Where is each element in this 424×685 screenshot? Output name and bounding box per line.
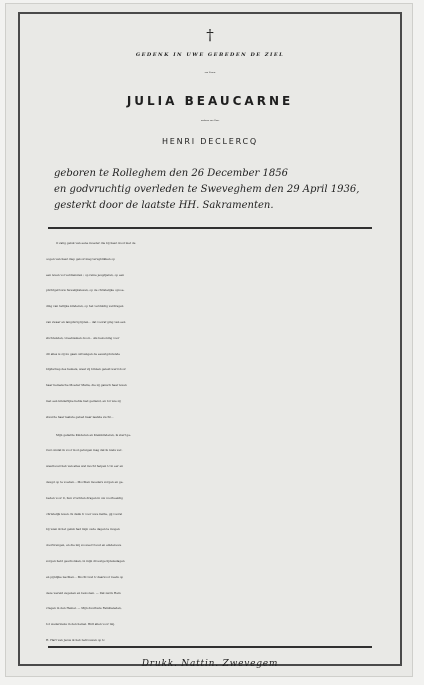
text-line: zorgen hebt geschonken, in mijn droevige lijdensdagen xyxy=(46,559,125,563)
sacrament-info: gesterkt door de laatste HH. Sakramenten. xyxy=(54,200,274,211)
text-line: H. Hart van Jezus ik heb betrouwen op U. xyxy=(46,638,106,642)
title-line: van Vrouw xyxy=(204,72,216,74)
death-info: en godvruchtig overleden te Sweveghem den 29 April 1936, xyxy=(54,184,360,195)
text-line: bij wien ik het geluk had mijn oude dagen te mogen xyxy=(46,527,120,532)
divider-top xyxy=(48,227,372,229)
text-line: vragen in den Hemel. — Mijn duurbare Familieleden, xyxy=(46,606,122,611)
birth-info: geboren te Rolleghem den 26 December 1856 xyxy=(54,168,288,179)
text-line: stichtenden, vreedzamen dood... Als belooning voor xyxy=(46,335,120,340)
deceased-name: JULIA BEAUCARNE xyxy=(126,94,294,108)
printer-credit: Drukk. Nattin. Zwevegem xyxy=(141,659,279,669)
husband-name: HENRI DECLERCQ xyxy=(161,137,259,146)
text-line: plichtgetrouw huwelijksleven, op de christelijke opvoe- xyxy=(46,288,125,293)
text-line: deze wereld zegenen en beloonen. — Dat zal ik Hem xyxy=(46,590,121,595)
text-line: haar hemelsche Moeder Maria, die zij gansch haar leven xyxy=(46,383,127,388)
text-line: oogen van haar diep geloof mag terugblikken op xyxy=(46,256,115,261)
text-line: blijdschap des hemels, waar zij binnen geleid werd door xyxy=(46,367,126,372)
text-line: deugd op te voeden... Mochten moeders zorgen en ge- xyxy=(46,480,124,484)
text-line: stuurde haar laatste gebed haar laatste zucht... xyxy=(46,414,114,419)
text-line: en pijnlijke nachten... Mocht God U daarvoor reeds op xyxy=(46,574,124,579)
text-line: doorbrengen, en die mij zooveel troost en eindelooze xyxy=(46,543,122,548)
text-line: waarloosd heb van alles wat mocht helpen U in eer en xyxy=(46,464,124,469)
cross-symbol: † xyxy=(206,26,214,44)
text-line: ding van talrijke kinderen, op het verduldig verdragen xyxy=(46,304,124,309)
divider-bottom xyxy=(48,646,372,648)
widow-line: weduwe van Heer xyxy=(200,120,220,122)
text-line: beden voor U, hun vruchten dragen in uw voorbeeldig xyxy=(46,495,123,500)
text-line: tot wederziens in den hemel. Bidt allen voor mij. xyxy=(46,622,115,627)
text-line: O zalig geluk van eene moeder die bij haar dood met de xyxy=(56,241,136,245)
text-line: met een kinderlijke liefde had gediend, en tot wie zij xyxy=(46,399,121,403)
card-border xyxy=(18,12,402,669)
text-line: van zwaar en langdurig lijden... dat vooraf ging van een xyxy=(46,320,126,324)
text-line: Mijn geliefde Kinderen en Kleinkinderen, ik sterf ge- xyxy=(56,432,131,437)
text-line: christelijk leven. Ik dank U voor uwe liefde, gij vooral xyxy=(46,511,123,516)
memorial-card xyxy=(6,4,412,676)
text-line: een leven vol verdiensten ; op reine jeugdjaren, op een xyxy=(46,272,125,277)
prayer-heading: GEDENK IN UWE GEBEDEN DE ZIEL xyxy=(135,52,285,58)
text-line: dit alles is zij nu gaan ontvangen de eeuwigdurende xyxy=(46,351,120,356)
text-line: rust omdat ik voor God getuigen mag dat ik niets ver- xyxy=(46,448,123,453)
